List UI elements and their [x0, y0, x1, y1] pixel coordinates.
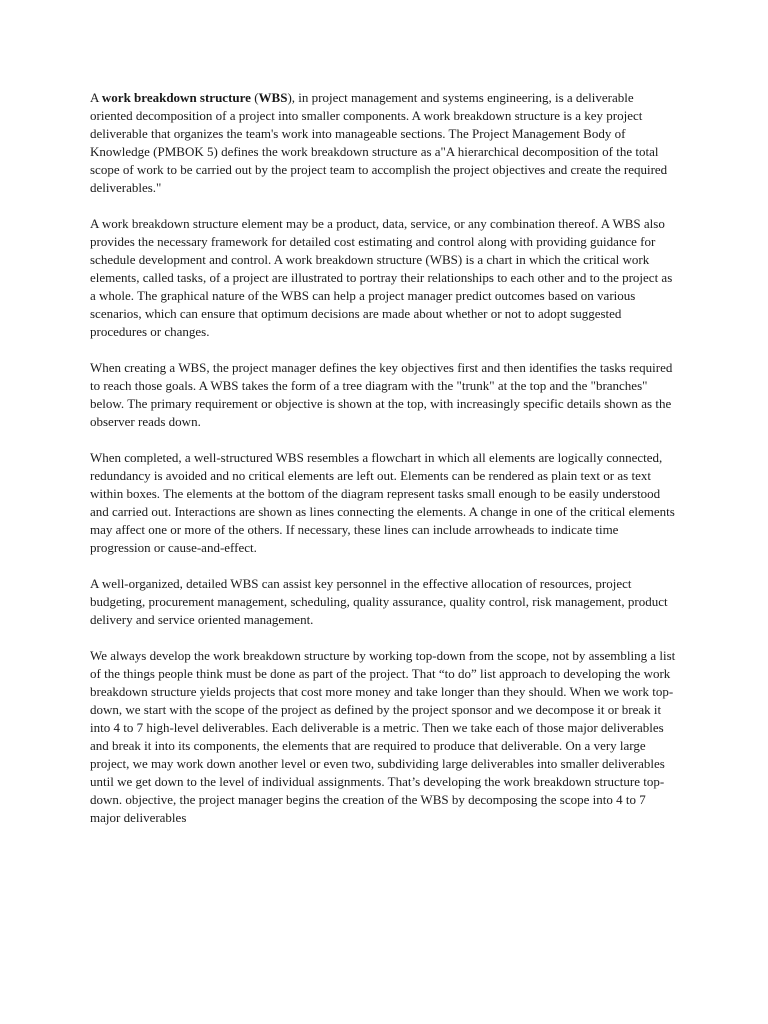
paragraph-creating-wbs: When creating a WBS, the project manager defines the key objectives first and then identifies the tasks required to reach those goals. A WBS takes the form of a tree diagram with the "trunk" at the top and the "branches" below. The primary requirement or objective is shown at the top, with increasingly specific details shown as the observer reads down. [90, 360, 673, 429]
text-prefix: A [90, 90, 102, 105]
term-wbs-abbreviation: WBS [258, 90, 288, 105]
paragraph-top-down: We always develop the work breakdown structure by working top-down from the scope, not by assembling a list of the things people think must be done as part of the project. That “to do” list approach to developing the work breakdown structure yields projects that cost more money and take longer than they should. When we work top-down, we start with the scope of the project as defined by the project sponsor and we decompose it or break it into 4 to 7 high-level deliverables. Each deliverable is a metric. Then we take each of those major deliverables and break it into its components, the elements that are required to produce that deliverable. On a very large project, we may work down another level or even two, subdividing large deliverables into smaller deliverables until we get down to the level of individual assignments. That’s developing the work breakdown structure top-down. objective, the project manager begins the creation of the WBS by decomposing the scope into 4 to 7 major deliverables [90, 648, 676, 825]
paragraph-definition [90, 89, 678, 197]
paragraph-wbs-element: A work breakdown structure element may be a product, data, service, or any combination thereof. A WBS also provides the necessary framework for detailed cost estimating and control along with providing guidance for schedule development and control. A work breakdown structure (WBS) is a chart in which the critical work elements, called tasks, of a project are illustrated to portray their relationships to each other and to the project as a whole. The graphical nature of the WBS can help a project manager predict outcomes based on various scenarios, which can ensure that optimum decisions are made about whether or not to adopt suggested procedures or changes. [90, 216, 673, 339]
paragraph-completed-wbs: When completed, a well-structured WBS resembles a flowchart in which all elements are logically connected, redundancy is avoided and no critical elements are left out. Elements can be rendered as plain text or as text within boxes. The elements at the bottom of the diagram represent tasks small enough to be easily understood and carried out. Interactions are shown as lines connecting the elements. A change in one of the critical elements may affect one or more of the others. If necessary, these lines can include arrowheads to indicate time progression or cause-and-effect. [90, 450, 675, 555]
text-paren-open: ( [250, 90, 259, 105]
paragraph-well-organized-wbs: A well-organized, detailed WBS can assist key personnel in the effective allocation of resources, project budgeting, procurement management, scheduling, quality assurance, quality control, risk management, product delivery and service oriented management. [90, 576, 668, 627]
text-definition-rest: ), in project management and systems engineering, is a deliverable oriented decomposition of a project into smaller components. A work breakdown structure is a key project deliverable that organizes the team's work into manageable sections. The Project Management Body of Knowledge (PMBOK 5) defines the work breakdown structure as a"A hierarchical decomposition of the total scope of work to be carried out by the project team to accomplish the project objectives and create the required deliverables." [90, 90, 668, 195]
term-work-breakdown-structure: work breakdown structure [101, 90, 251, 105]
